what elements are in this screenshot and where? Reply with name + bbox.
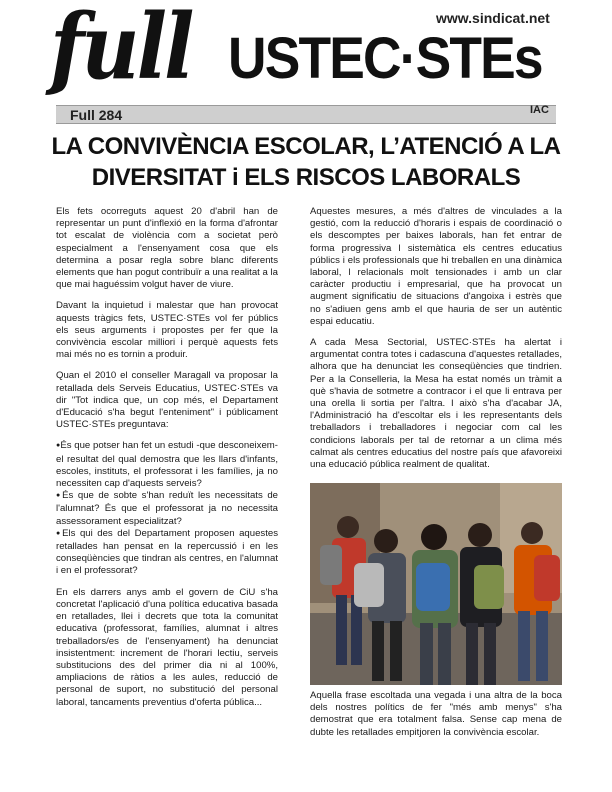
headline-line-1: LA CONVIVÈNCIA ESCOLAR, L’ATENCIÓ A LA xyxy=(51,133,561,160)
right-column xyxy=(310,206,562,471)
headline-line-2: DIVERSITAT i ELS RISCOS LABORALS xyxy=(91,164,521,191)
website-url[interactable]: www.sindicat.net xyxy=(436,10,550,26)
paragraph: Davant la inquietud i malestar que han provocat aquests tràgics fets, USTEC·STEs vol fer públics els seus arguments i propostes per fer que la convivència escolar milliori i perquè aquests fets mai més no es tornin a produir. xyxy=(56,300,278,361)
org-subtitle: IAC xyxy=(530,104,549,116)
left-column xyxy=(56,206,278,709)
paragraph: Quan el 2010 el conseller Maragall va proposar la retallada dels Serveis Educatius, USTEC·STEs va dir "Tot indica que, un cop més, el Departament d'Educació s'ha begut l'enteniment" i públicament USTEC·STEs preguntava: xyxy=(56,370,278,431)
photo-caption: Aquella frase escoltada una vegada i una altra de la boca dels nostres polítics de fer "més amb menys" s'ha demostrat que era totalment falsa. Sense cap mena de dubte les retallades empitjoren la convivència escolar. xyxy=(310,690,562,738)
issue-number: Full 284 xyxy=(70,107,123,123)
issue-band xyxy=(56,105,556,124)
paragraph: Aquestes mesures, a més d'altres de vinculades a la gestió, com la reducció d'horaris i espais de coordinació o els descomptes per baixes laborals, han fet entrar de forma progressiva l sistemàtica els centres educatius públics i els professionals que hi treballen en una dinàmica laboral, l relacionals molt tensionades i amb un clar caràcter productiu i empresarial, que ha provocat un augment significatiu de situacions d'angoixa i estrès que no s'adiuen gens amb el que hauria de ser un autèntic espai educatiu. xyxy=(310,206,562,327)
students-illustration xyxy=(310,483,562,685)
masthead xyxy=(0,0,612,130)
question-item xyxy=(56,440,278,490)
questions-list xyxy=(56,440,278,577)
question-item xyxy=(56,490,278,528)
paragraph: A cada Mesa Sectorial, USTEC·STEs ha alertat i argumentat contra totes i cadascuna d'aquestes retallades, alhora que ha denunciat les conseqüències que tindrien. Per a la Conselleria, la Mesa ha estat només un tràmit a què s'havia de sotmetre a contracor i el que li entrava per una orella li sortia per l'altra. I això s'ha d'acabar JA, l'Administració ha d'escoltar els i les representants dels treballadors i treballadores i negociar com cal les condicions laborals per tal de retornar a un clima més calmat als centres educatius del nostre país que afavoreixi una educació pública realment de qualitat. xyxy=(310,337,562,471)
students-photo xyxy=(310,483,562,685)
paragraph: En els darrers anys amb el govern de CiU s'ha concretat l'aplicació d'una política educativa basada en retallades, llei i decrets que tota la comunitat educativa (professorat, famílies, alumnat i altres treballadors/es de l'ensenyament) ha denunciat insistentment: increment de l'horari lectiu, serveis substitucions des del primer dia ni al 100%, ampliacions de ràtios a les aules, reducció de personal de suport, no substitució del personal laboral, tancaments preventius d'oferta pública... xyxy=(56,586,278,708)
logo-ustec-stes: USTEC·STEs xyxy=(228,26,542,91)
paragraph: Els fets ocorreguts aquest 20 d'abril han de representar un punt d'inflexió en la forma d'afrontar tot escalat de violència com a societat però especialment a l'ensenyament cosa que els determina a posar regla sobre blanc diferents elements que han pogut contribuïr a una realitat a la que mai haguéssim volgut haver de viure. xyxy=(56,206,278,291)
question-text: Els qui des del Departament proposen aquestes retallades han pensat en la repercussió i en les conseqüències que tindran als centres, en l'alumnat i en el professorat? xyxy=(56,527,279,577)
question-item xyxy=(56,528,278,578)
question-text: És que de sobte s'han reduït les necessitats de l'alumnat? És que el professorat ja no necessita assessorament especialitzat? xyxy=(56,490,278,527)
logo-full: full xyxy=(50,0,192,100)
question-text: És que potser han fet un estudi -que desconeixem- el resultat del qual demostra que les llars d'infants, escoles, instituts, el professorat i les famílies, ja no necessiten cap d'aquests serveis? xyxy=(56,440,278,490)
page-title xyxy=(30,131,582,193)
